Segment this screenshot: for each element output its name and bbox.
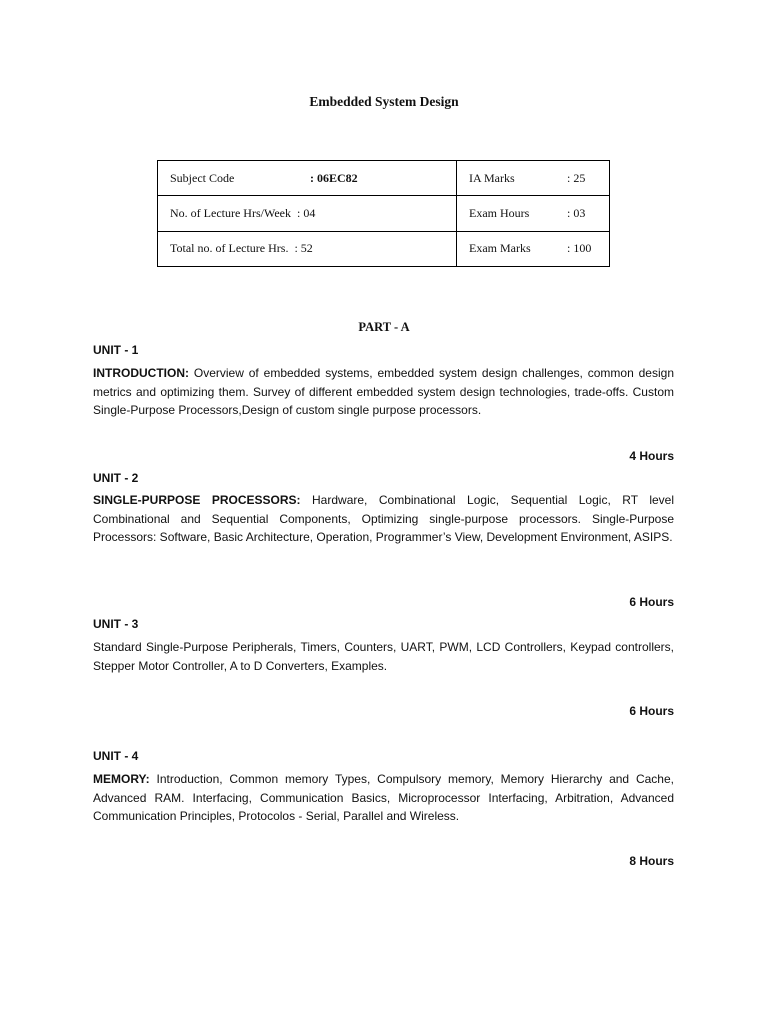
lecture-hrs-week-label: No. of Lecture Hrs/Week (170, 205, 291, 220)
unit-3-text: Standard Single-Purpose Peripherals, Timers, Counters, UART, PWM, LCD Controllers, Keypad controllers, Stepper Motor Controller, A to D Converters, Examples. (93, 640, 674, 673)
unit-3-description (93, 638, 674, 675)
exam-marks-cell (457, 231, 610, 266)
ia-marks-value: : 25 (567, 170, 586, 185)
exam-hours-value: : 03 (567, 205, 586, 220)
lecture-hrs-week-cell (158, 196, 457, 231)
unit-2-lead: SINGLE-PURPOSE PROCESSORS: (93, 493, 301, 507)
unit-2-description (93, 491, 674, 547)
unit-3-label: UNIT - 3 (93, 617, 139, 631)
unit-4-description (93, 770, 674, 826)
unit-1-label: UNIT - 1 (93, 343, 139, 357)
exam-hours-label: Exam Hours (469, 205, 530, 220)
unit-1-lead: INTRODUCTION: (93, 366, 189, 380)
subject-code-value: : 06EC82 (310, 170, 358, 185)
total-lecture-hrs-value: : 52 (294, 241, 313, 256)
unit-3-hours: 6 Hours (629, 704, 674, 718)
table-row (158, 196, 610, 231)
table-row (158, 231, 610, 266)
part-heading: PART - A (358, 320, 410, 334)
ia-marks-label: IA Marks (469, 170, 515, 185)
unit-4-lead: MEMORY: (93, 772, 150, 786)
total-lecture-hrs-cell (158, 231, 457, 266)
unit-2-hours: 6 Hours (629, 595, 674, 609)
unit-4-label: UNIT - 4 (93, 749, 139, 763)
unit-1-text: Overview of embedded systems, embedded system design challenges, common design metrics and optimizing them. Survey of different embedded system design technologies, trade-offs. Custom Single-Purpose Processors,Design of custom single purpose processors. (93, 366, 674, 417)
table-row (158, 161, 610, 196)
lecture-hrs-week-value: : 04 (296, 205, 316, 220)
unit-1-description (93, 364, 674, 420)
ia-marks-cell (457, 161, 610, 196)
unit-4-hours: 8 Hours (629, 854, 674, 868)
course-info-table (157, 160, 610, 267)
exam-marks-label: Exam Marks (469, 241, 531, 256)
subject-code-label: Subject Code (170, 170, 235, 185)
document-title: Embedded System Design (309, 94, 459, 109)
unit-2-label: UNIT - 2 (93, 471, 139, 485)
total-lecture-hrs-label: Total no. of Lecture Hrs. (170, 241, 289, 256)
exam-marks-value: : 100 (567, 241, 592, 256)
unit-4-text: Introduction, Common memory Types, Compulsory memory, Memory Hierarchy and Cache, Advanced RAM. Interfacing, Communication Basics, Microprocessor Interfacing, Arbitration, Advanced Communication Principles, Protocolos - Serial, Parallel and Wireless. (93, 772, 674, 823)
subject-code-cell (158, 161, 457, 196)
exam-hours-cell (457, 196, 610, 231)
unit-2-text: Hardware, Combinational Logic, Sequential Logic, RT level Combinational and Sequential Components, Optimizing single-purpose processors. Single-Purpose Processors: Software, Basic Architecture, Operation, Programmer’s View, Development Environment, ASIPS. (93, 493, 674, 544)
unit-1-hours: 4 Hours (629, 449, 674, 463)
